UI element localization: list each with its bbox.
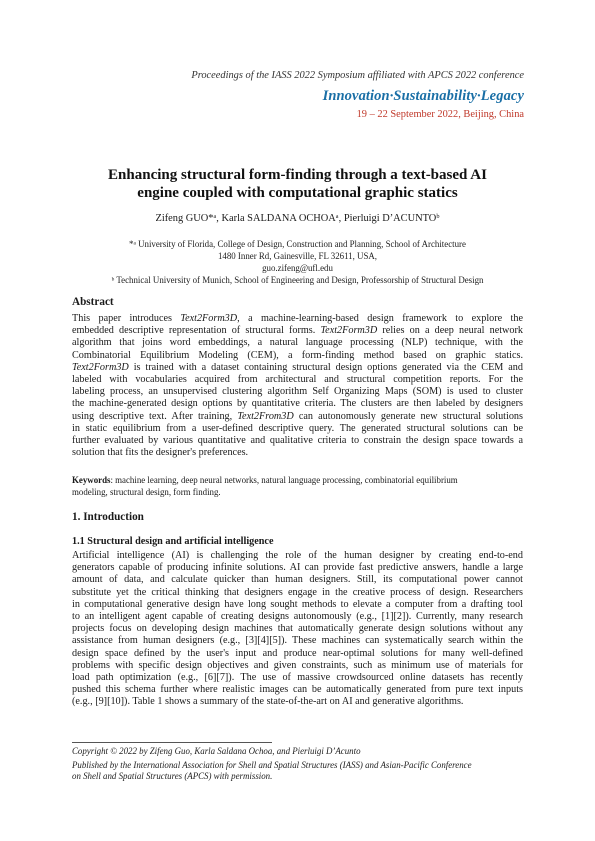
affiliation-a-email: guo.zifeng@ufl.edu [262,263,333,273]
intro-line: Artificial intelligence (AI) is challenging the role of the human designer by creating end-to-end [72,550,523,561]
intro-line: load path optimization (e.g., [6][7]). The use of massive crowdsourced online datasets has recently [72,672,523,684]
abstract-line: solution that fits the designer's preferences. [72,447,249,459]
intro-line: pushed this schema further where realistic images can be automatically generated from pure text inputs [72,684,523,696]
intro-line: generators capable of producing infinite solutions. AI can provide fast predictive answers, handle a large [72,562,523,574]
abstract-line: the machine-generated design options by quantitative criteria. The clusters are then labeled by designers [72,398,523,410]
conference-date-location: 19 – 22 September 2022, Beijing, China [356,109,524,120]
abstract-heading: Abstract [72,296,114,308]
abstract-line: Combinatorial Equilibrium Modeling (CEM), a form-finding method based on graphic statics. [72,349,523,361]
footer-published-line-2: on Shell and Spatial Structures (APCS) with permission. [72,771,273,781]
intro-subheading: 1.1 Structural design and artificial intelligence [72,536,274,547]
footer-copyright: Copyright © 2022 by Zifeng Guo, Karla Saldana Ochoa, and Pierluigi D’Acunto [72,746,361,756]
footer-published [72,760,532,782]
abstract-line: embedded descriptive representation of structural forms. Text2Form3D relies on a deep neural network [72,325,523,337]
paper-title [72,166,523,202]
abstract-line: further evaluated by various quantitative and qualitative criteria to constrain the design space towards a [72,435,523,447]
keywords-label: Keywords [72,475,111,485]
intro-line: amount of data, and calculate quicker than human designers. Still, its computational power cannot [72,574,523,586]
intro-line: projects focus on developing design machines that automatically generate design solutions without any [72,623,523,635]
intro-line: to an intelligent agent capable of creating designs autonomously (e.g., [1][2]). Currently, many research [72,611,523,623]
abstract-line: algorithm that joins word embeddings, a natural language processing (NLP) technique, with the [72,337,523,349]
footer-divider [72,742,272,743]
author-list: Zifeng GUO*ᵃ, Karla SALDANA OCHOAᵃ, Pierluigi D’ACUNTOᵇ [155,213,440,224]
abstract-line: This paper introduces Text2Form3D, a machine-learning-based design framework to explore the [72,313,524,324]
affiliation-b: ᵇ Technical University of Munich, School of Engineering and Design, Professorship of Structural Design [111,275,484,285]
abstract-line: using descriptive text. After training, Text2From3D can autonomously generate new structural solutions [72,410,523,422]
affiliation-a-line-1: *ᵃ University of Florida, College of Design, Construction and Planning, School of Architecture [129,239,466,249]
abstract-line: in static equilibrium from a user-defined descriptive query. The generated structural solutions can be [72,422,523,434]
abstract-body [72,313,523,459]
intro-line: design space defined by the user's input and produce near-optimal solutions for many well-defined [72,647,523,659]
abstract-line: Text2Form3D is trained with a dataset containing structural design options generated via the CEM and [72,361,523,373]
keywords [72,475,523,498]
intro-line: assistance from human designers (e.g., [3][4][5]). These machines can systematically search within the [72,635,523,647]
paper-title-line-1: Enhancing structural form-finding through a text-based AI [108,167,487,183]
footer-published-line-1: Published by the International Association for Shell and Spatial Structures (IASS) and Asian-Pacific Conference [72,760,472,770]
intro-line: (e.g., [9][10]). Table 1 shows a summary of the state-of-the-art on AI and generative algorithms. [72,696,464,708]
conference-motto: Innovation·Sustainability·Legacy [322,88,524,104]
keywords-line-2: modeling, structural design, form finding. [72,486,221,497]
intro-heading: 1. Introduction [72,511,144,523]
abstract-line: labeled with vocabularies acquired from architectural and structural competition reports. For the [72,374,523,386]
intro-line: problems with specific design objectives and given constraints, such as minimum use of materials for [72,659,523,671]
affiliation-a-line-2: 1480 Inner Rd, Gainesville, FL 32611, USA, [217,251,378,261]
intro-line: substitute yet the critical thinking that designers engage in the creative process of design. Researchers [72,586,523,598]
intro-line: in computational generative design have long sought methods to elevate a computer from a drafting tool [72,598,523,610]
paper-title-line-2: engine coupled with computational graphic statics [137,185,458,201]
intro-body [72,550,523,709]
keywords-line-1: : machine learning, deep neural networks, natural language processing, combinatorial equilibrium [110,475,458,485]
abstract-line: labeling process, an unsupervised clustering algorithm Self Organizing Maps (SOM) is used to cluster [72,386,523,398]
conference-title: Proceedings of the IASS 2022 Symposium affiliated with APCS 2022 conference [191,70,524,81]
affiliation-a [72,238,523,274]
